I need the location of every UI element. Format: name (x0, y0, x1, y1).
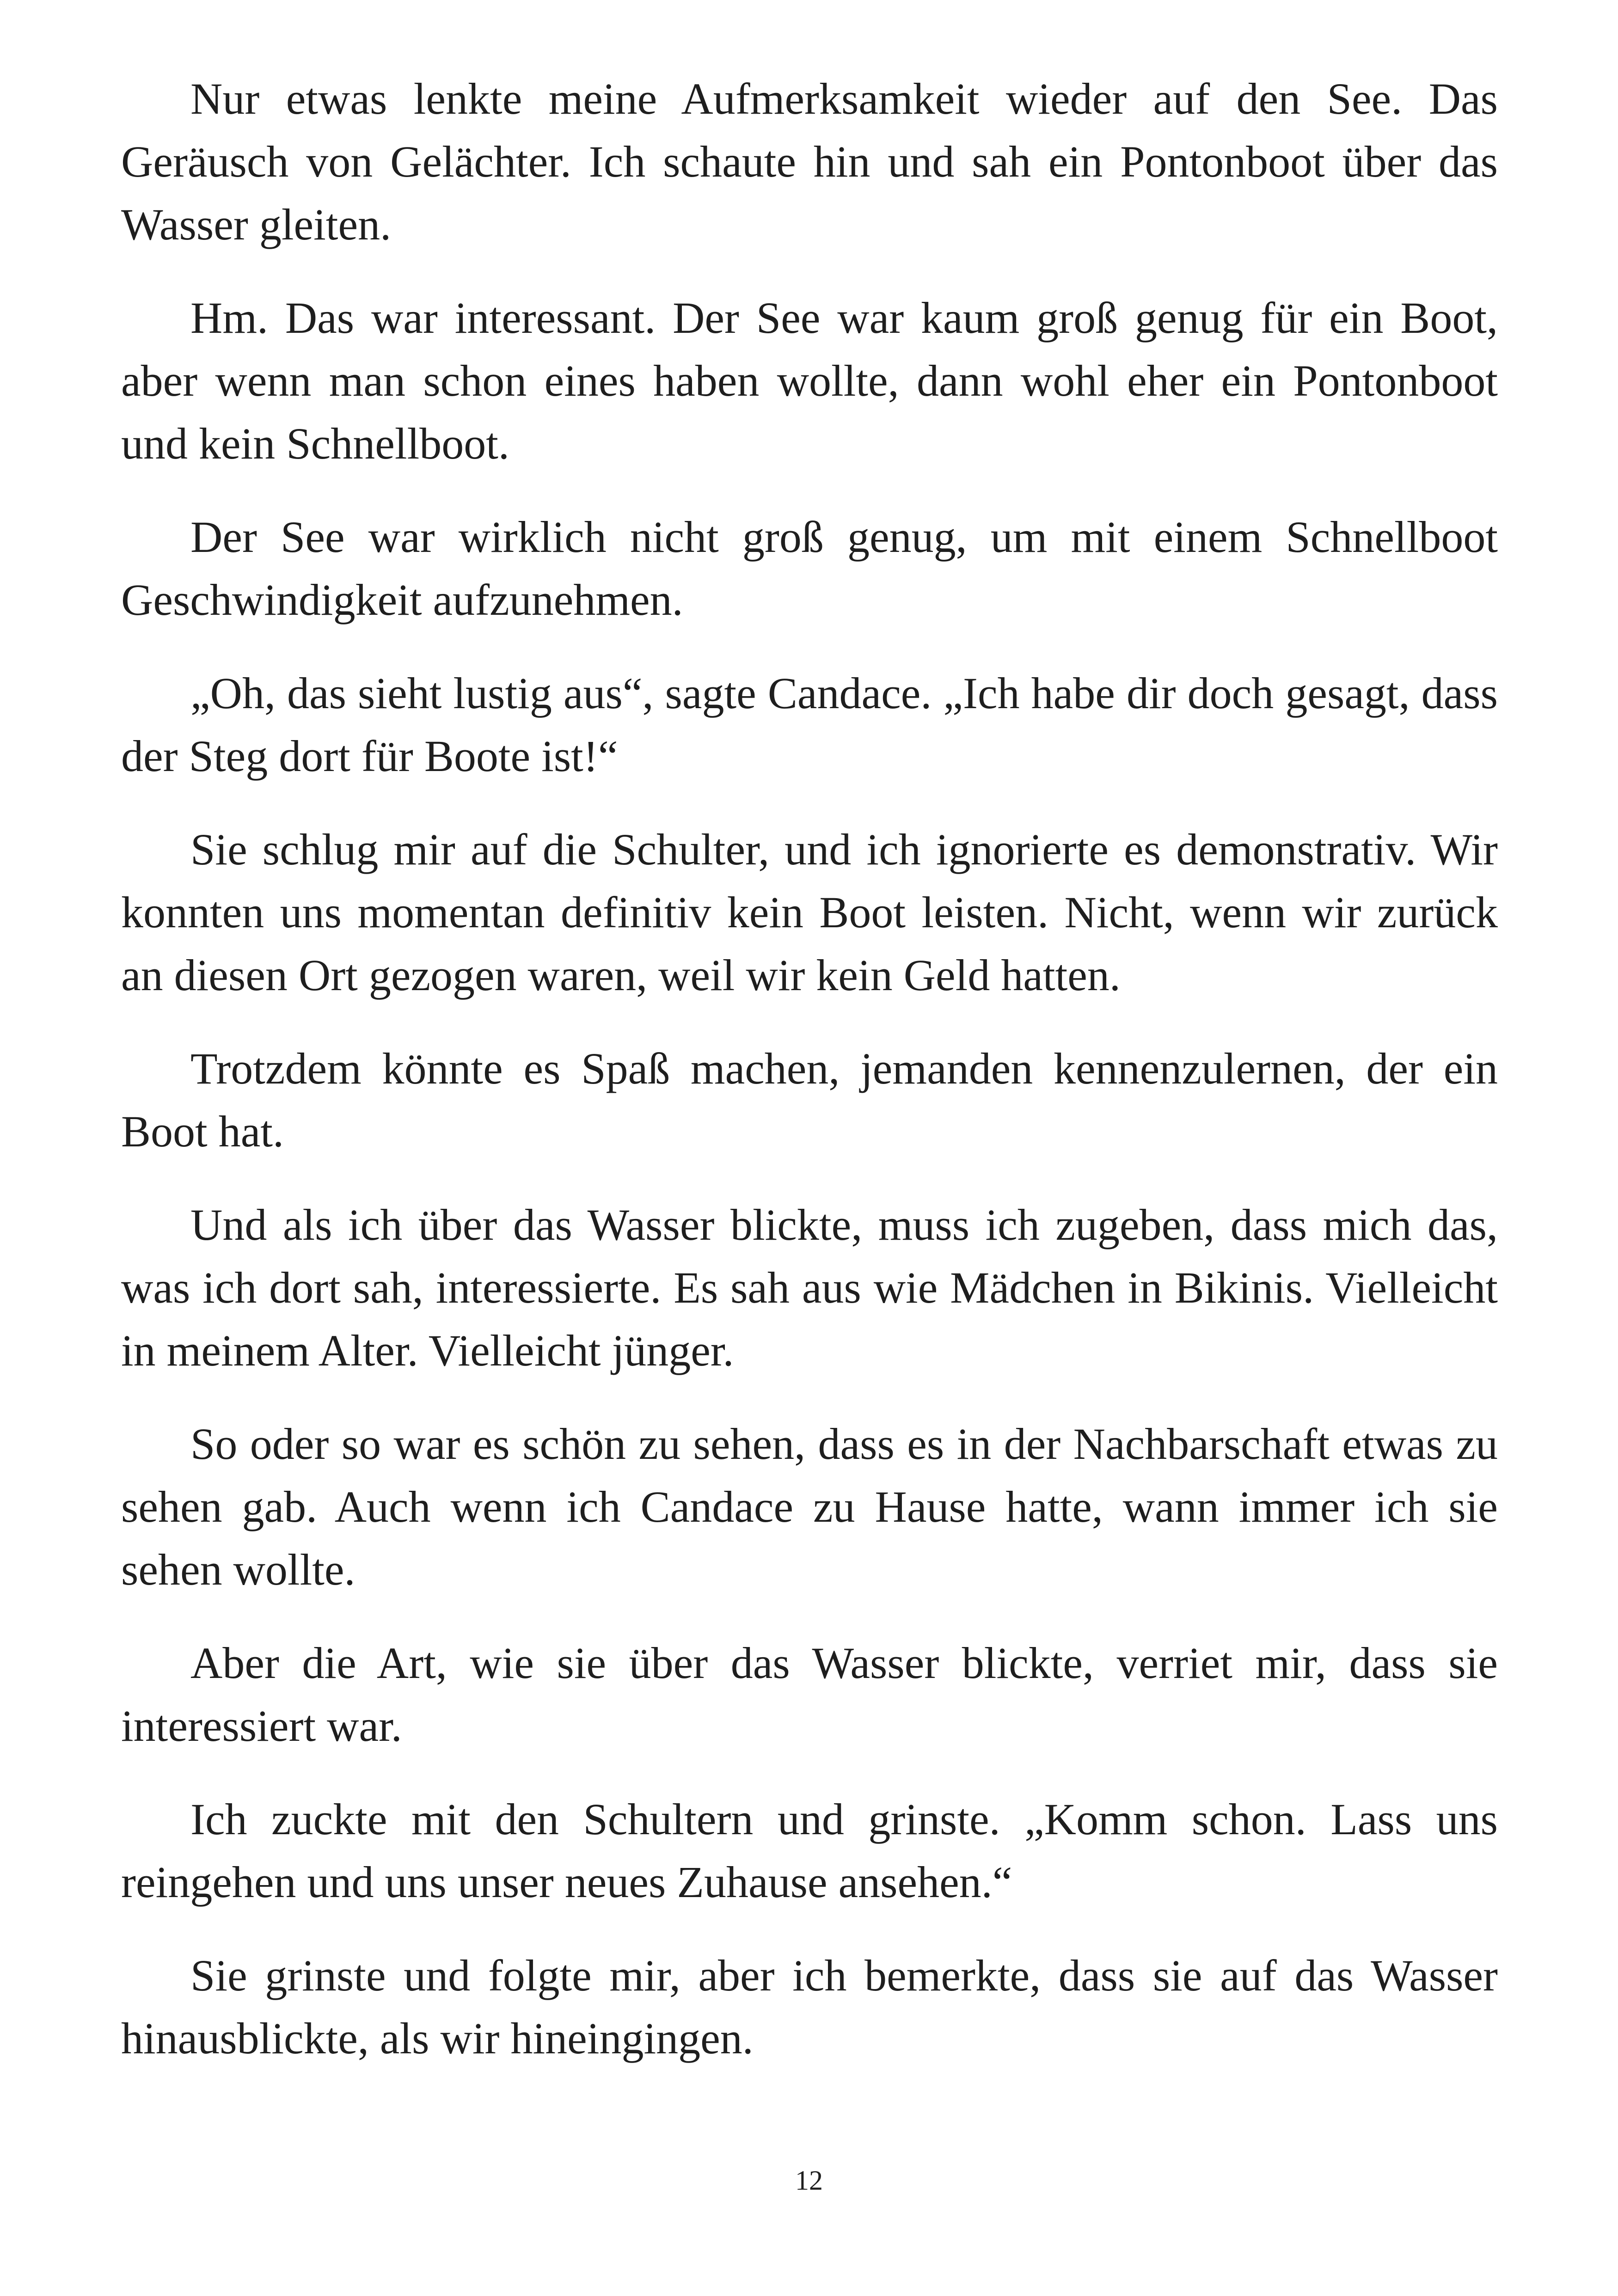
paragraph: Hm. Das war interessant. Der See war kaum groß genug für ein Boot, aber wenn man schon eines haben wollte, dann wohl eher ein Pontonboot und kein Schnellboot. (121, 293, 1498, 468)
paragraph: Trotzdem könnte es Spaß machen, jemanden kennenzulernen, der ein Boot hat. (121, 1044, 1498, 1156)
page-number: 12 (795, 2165, 823, 2196)
body-text (121, 67, 1498, 2100)
paragraph: Sie schlug mir auf die Schulter, und ich ignorierte es demonstrativ. Wir konnten uns momentan definitiv kein Boot leisten. Nicht, wenn wir zurück an diesen Ort gezogen waren, weil wir kein Geld hatten. (121, 825, 1498, 1000)
paragraph: Der See war wirklich nicht groß genug, um mit einem Schnellboot Geschwindigkeit aufzunehmen. (121, 512, 1498, 625)
paragraph: „Oh, das sieht lustig aus“, sagte Candace. „Ich habe dir doch gesagt, dass der Steg dort für Boote ist!“ (121, 668, 1498, 781)
paragraph: Und als ich über das Wasser blickte, muss ich zugeben, dass mich das, was ich dort sah, interessierte. Es sah aus wie Mädchen in Bikinis. Vielleicht in meinem Alter. Vielleicht jünger. (121, 1200, 1498, 1375)
paragraph: So oder so war es schön zu sehen, dass es in der Nachbarschaft etwas zu sehen gab. Auch wenn ich Candace zu Hause hatte, wann immer ich sie sehen wollte. (121, 1419, 1498, 1594)
paragraph: Sie grinste und folgte mir, aber ich bemerkte, dass sie auf das Wasser hinausblickte, als wir hineingingen. (121, 1951, 1498, 2063)
paragraph: Nur etwas lenkte meine Aufmerksamkeit wieder auf den See. Das Geräusch von Gelächter. Ich schaute hin und sah ein Pontonboot über das Wasser gleiten. (121, 74, 1498, 249)
paragraph: Ich zuckte mit den Schultern und grinste. „Komm schon. Lass uns reingehen und uns unser neues Zuhause ansehen.“ (121, 1794, 1498, 1907)
paragraph: Aber die Art, wie sie über das Wasser blickte, verriet mir, dass sie interessiert war. (121, 1638, 1498, 1751)
